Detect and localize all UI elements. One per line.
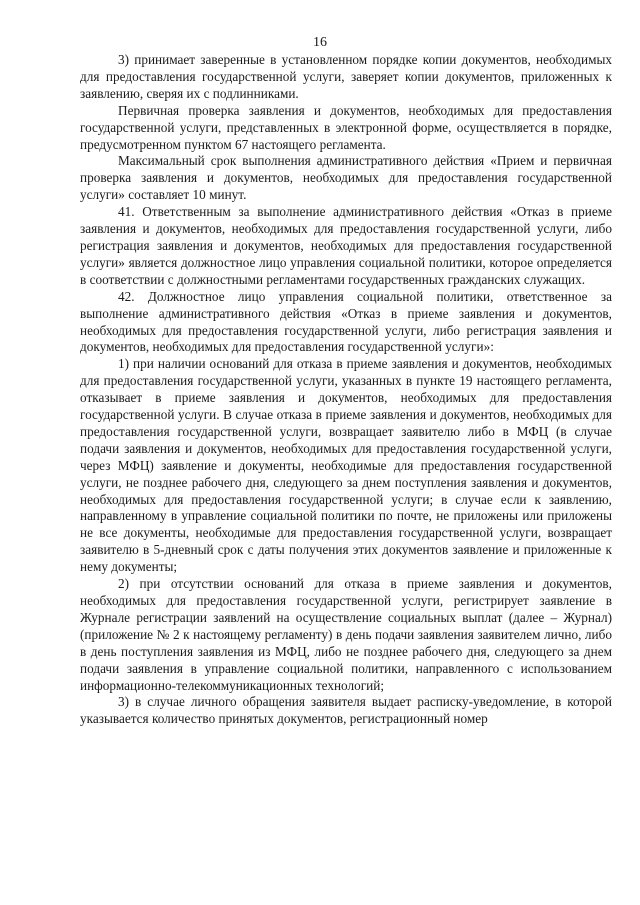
paragraph-max-duration: Максимальный срок выполнения административного действия «Прием и первичная проверка заявления и документов, необходимых для предоставления государственной услуги» составляет 10 минут. (80, 153, 612, 203)
paragraph-item-3-copies: 3) принимает заверенные в установленном порядке копии документов, необходимых для предоставления государственной услуги, заверяет копии документов, приложенных к заявлению, сверяя их с подлинниками. (80, 52, 612, 101)
page-number: 16 (313, 35, 327, 50)
paragraph-clause-42: 42. Должностное лицо управления социальной политики, ответственное за выполнение административного действия «Отказ в приеме заявления и документов, необходимых для предоставления государственной услуги, либо регистрация заявления и документов, необходимых для предоставления государственной услуги»: (80, 288, 612, 355)
paragraph-clause-41: 41. Ответственным за выполнение административного действия «Отказ в приеме заявления и документов, необходимых для предоставления государственной услуги, либо регистрация заявления и документов, необходимых для предоставления государственной услуги» является должностное лицо управления социальной политики, которое определяется в соответствии с должностными регламентами государственных гражданских служащих. (80, 204, 612, 287)
paragraph-item-1-refusal: 1) при наличии оснований для отказа в приеме заявления и документов, необходимых для предоставления государственной услуги, указанных в пункте 19 настоящего регламента, отказывает в приеме заявления и документов, необходимых для предоставления государственной услуги. В случае отказа в приеме заявления и документов, необходимых для предоставления государственной услуги, возвращает заявителю либо в МФЦ (в случае подачи заявления и документов, необходимых для предоставления государственной услуги, через МФЦ) заявление и документы, необходимые для предоставления государственной услуги, не позднее рабочего дня, следующего за днем поступления заявления и документов, необходимых для предоставления государственной услуги; в случае если к заявлению, направленному в управление социальной политики по почте, не приложены или приложены не все документы, необходимые для предоставления государственной услуги, возвращает заявителю в 5-дневный срок с даты получения этих документов заявление и приложенные к нему документы; (80, 356, 612, 575)
document-body (80, 52, 612, 728)
paragraph-initial-check: Первичная проверка заявления и документов, необходимых для предоставления государственной услуги, представленных в электронной форме, осуществляется в порядке, предусмотренном пунктом 67 настоящего регламента. (80, 102, 612, 152)
paragraph-item-3-receipt: 3) в случае личного обращения заявителя выдает расписку-уведомление, в которой указывается количество принятых документов, регистрационный номер (80, 694, 612, 727)
paragraph-item-2-registration: 2) при отсутствии оснований для отказа в приеме заявления и документов, необходимых для предоставления государственной услуги, регистрирует заявление в Журнале регистрации заявлений на осуществление социальных выплат (далее – Журнал) (приложение № 2 к настоящему регламенту) в день подачи заявления заявителем лично, либо в день поступления заявления из МФЦ, либо не позднее рабочего дня, следующего за днем подачи заявления в управление социальной политики, направленного с использованием информационно-телекоммуникационных технологий; (80, 576, 612, 693)
